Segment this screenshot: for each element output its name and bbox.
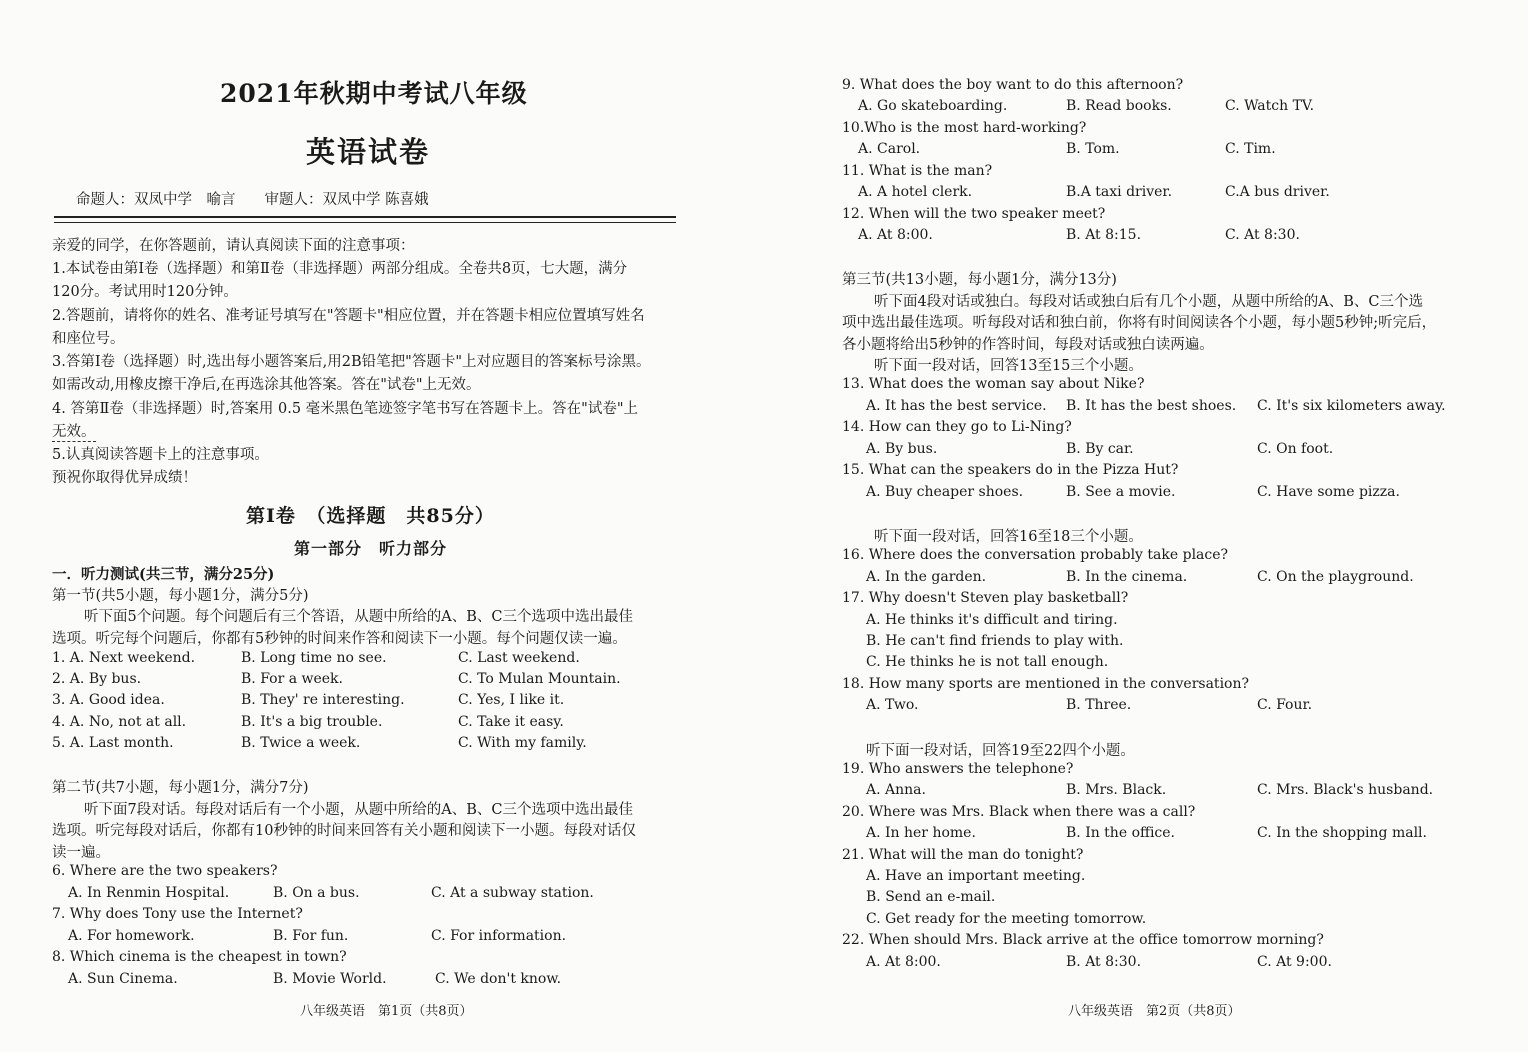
option-c: C. Mrs. Black's husband. [1257, 782, 1434, 798]
option-a: A. Anna. [866, 782, 926, 798]
option-a: A. In Renmin Hospital. [68, 885, 230, 901]
option-a: A. At 8:00. [866, 954, 941, 970]
question-text: 22. When should Mrs. Black arrive at the office tomorrow morning? [842, 932, 1324, 948]
option-a: A. For homework. [68, 928, 195, 944]
option-b: B. It's a big trouble. [241, 714, 383, 730]
question-item: 4. A. No, not at all. [52, 714, 187, 730]
option-c: C. Get ready for the meeting tomorrow. [866, 911, 1147, 927]
option-a: A. A hotel clerk. [858, 184, 973, 200]
option-b: B. He can't find friends to play with. [866, 633, 1124, 649]
section-heading: 一．听力测试(共三节，满分25分) [52, 566, 275, 583]
question-text: 16. Where does the conversation probably take place? [842, 547, 1229, 563]
group-instruction: 听下面一段对话，回答13至15三个小题。 [874, 358, 1143, 374]
question-text: 15. What can the speakers do in the Pizza Hut? [842, 462, 1179, 478]
option-a: A. Sun Cinema. [68, 971, 178, 987]
option-b: B. See a movie. [1066, 484, 1176, 500]
option-b: B. They' re interesting. [241, 692, 405, 708]
option-b: B. In the office. [1066, 825, 1175, 841]
instruction-text: 选项。听完每段对话后，你都有10秒钟的时间来回答有关小题和阅读下一小题。每段对话仅 [52, 823, 636, 839]
question-text: 9. What does the boy want to do this afternoon? [842, 77, 1184, 93]
volume-heading: 第Ⅰ卷 （选择题 共85分） [246, 505, 495, 527]
option-c: C. To Mulan Mountain. [458, 671, 621, 687]
option-c: C. Tim. [1225, 141, 1276, 157]
option-a: A. By bus. [866, 441, 938, 457]
notice-line: 2.答题前，请将你的姓名、准考证号填写在"答题卡"相应位置，并在答题卡相应位置填写姓名 [52, 308, 645, 324]
question-text: 14. How can they go to Li-Ning? [842, 419, 1072, 435]
question-text: 19. Who answers the telephone? [842, 761, 1074, 777]
option-a: A. In her home. [866, 825, 976, 841]
question-text: 17. Why doesn't Steven play basketball? [842, 590, 1129, 606]
page-footer: 八年级英语 第2页（共8页） [1068, 1004, 1241, 1019]
option-b: B. On a bus. [273, 885, 360, 901]
option-a: A. It has the best service. [866, 398, 1047, 414]
instruction-text: 项中选出最佳选项。听每段对话和独白前，你将有时间阅读各个小题，每小题5秒钟;听完后， [842, 315, 1437, 331]
notice-line: 和座位号。 [52, 331, 125, 347]
question-text: 11. What is the man? [842, 163, 993, 179]
option-a: A. Go skateboarding. [858, 98, 1008, 114]
option-c: C. We don't know. [435, 971, 562, 987]
question-text: 8. Which cinema is the cheapest in town? [52, 949, 347, 965]
option-c: C. On foot. [1257, 441, 1334, 457]
option-c: C. Last weekend. [458, 650, 580, 666]
question-item: 1. A. Next weekend. [52, 650, 196, 666]
question-text: 12. When will the two speaker meet? [842, 206, 1106, 222]
notice-line: 预祝你取得优异成绩！ [52, 470, 197, 486]
notice-line: 亲爱的同学，在你答题前，请认真阅读下面的注意事项： [52, 238, 415, 254]
option-a: A. At 8:00. [858, 227, 933, 243]
notice-line: 无效。 [52, 420, 96, 442]
option-b: B. Long time no see. [241, 650, 387, 666]
option-b: B. Read books. [1066, 98, 1172, 114]
header-rule-thin [54, 222, 676, 223]
notice-line: 1.本试卷由第Ⅰ卷（选择题）和第Ⅱ卷（非选择题）两部分组成。全卷共8页，七大题，满分 [52, 261, 628, 277]
option-b: B. It has the best shoes. [1066, 398, 1237, 414]
option-c: C. In the shopping mall. [1257, 825, 1427, 841]
option-a: A. Buy cheaper shoes. [866, 484, 1024, 500]
option-c: C. Four. [1257, 697, 1313, 713]
option-b: B. In the cinema. [1066, 569, 1188, 585]
option-c: C. At 9:00. [1257, 954, 1332, 970]
instruction-text: 听下面7段对话。每段对话后有一个小题，从题中所给的A、B、C三个选项中选出最佳 [84, 802, 633, 818]
header-rule-thick [54, 216, 676, 218]
group-instruction: 听下面一段对话，回答19至22四个小题。 [866, 743, 1135, 759]
option-c: C. He thinks he is not tall enough. [866, 654, 1109, 670]
option-a: A. Two. [866, 697, 919, 713]
option-a: A. In the garden. [866, 569, 987, 585]
option-a: A. Have an important meeting. [866, 868, 1086, 884]
instruction-text: 各小题将给出5秒钟的作答时间，每段对话或独白读两遍。 [842, 337, 1214, 353]
exam-title: 2021年秋期中考试八年级 [220, 79, 528, 108]
exam-subject: 英语试卷 [306, 135, 431, 169]
option-b: B. Tom. [1066, 141, 1120, 157]
option-b: B. Twice a week. [241, 735, 361, 751]
subsection-heading: 第一节(共5小题，每小题1分，满分5分) [52, 588, 309, 604]
option-b: B. For a week. [241, 671, 343, 687]
option-b: B. At 8:30. [1066, 954, 1142, 970]
option-c: C. At a subway station. [431, 885, 594, 901]
page-footer: 八年级英语 第1页（共8页） [300, 1004, 473, 1019]
option-b: B. By car. [1066, 441, 1134, 457]
question-text: 7. Why does Tony use the Internet? [52, 906, 303, 922]
notice-line: 3.答第Ⅰ卷（选择题）时,选出每小题答案后,用2B铅笔把"答题卡"上对应题目的答案标号涂黑。 [52, 354, 651, 370]
option-c: C. At 8:30. [1225, 227, 1300, 243]
subsection-heading: 第二节(共7小题，每小题1分，满分7分) [52, 780, 309, 796]
question-item: 3. A. Good idea. [52, 692, 165, 708]
option-c: C. Watch TV. [1225, 98, 1315, 114]
option-b: B. Send an e-mail. [866, 889, 996, 905]
option-c: C.A bus driver. [1225, 184, 1330, 200]
question-text: 21. What will the man do tonight? [842, 847, 1084, 863]
question-text: 20. Where was Mrs. Black when there was a call? [842, 804, 1196, 820]
option-a: A. He thinks it's difficult and tiring. [866, 612, 1118, 628]
notice-line: 5.认真阅读答题卡上的注意事项。 [52, 447, 269, 463]
notice-line: 120分。考试用时120分钟。 [52, 284, 238, 300]
exam-page-2 [764, 0, 1528, 1052]
option-b: B. Mrs. Black. [1066, 782, 1167, 798]
question-text: 6. Where are the two speakers? [52, 863, 278, 879]
question-text: 13. What does the woman say about Nike? [842, 376, 1145, 392]
option-c: C. Yes, I like it. [458, 692, 565, 708]
notice-line: 如需改动,用橡皮擦干净后,在再选涂其他答案。答在"试卷"上无效。 [52, 377, 481, 393]
instruction-text: 读一遍。 [52, 845, 110, 861]
option-b: B. At 8:15. [1066, 227, 1142, 243]
part-heading: 第一部分 听力部分 [294, 539, 448, 558]
question-item: 2. A. By bus. [52, 671, 142, 687]
option-c: C. It's six kilometers away. [1257, 398, 1446, 414]
option-c: C. Take it easy. [458, 714, 564, 730]
option-b: B. Movie World. [273, 971, 387, 987]
group-instruction: 听下面一段对话，回答16至18三个小题。 [874, 529, 1143, 545]
option-c: C. For information. [431, 928, 567, 944]
notice-line: 4. 答第Ⅱ卷（非选择题）时,答案用 0.5 毫米黑色笔迹签字笔书写在答题卡上。答在"试卷"上 [52, 401, 639, 417]
option-c: C. With my family. [458, 735, 587, 751]
question-text: 18. How many sports are mentioned in the conversation? [842, 676, 1249, 692]
instruction-text: 听下面5个问题。每个问题后有三个答语，从题中所给的A、B、C三个选项中选出最佳 [84, 609, 633, 625]
option-a: A. Carol. [858, 141, 921, 157]
option-b: B. Three. [1066, 697, 1132, 713]
option-b: B.A taxi driver. [1066, 184, 1173, 200]
instruction-text: 听下面4段对话或独白。每段对话或独白后有几个小题，从题中所给的A、B、C三个选 [874, 294, 1423, 310]
option-c: C. Have some pizza. [1257, 484, 1400, 500]
question-text: 10.Who is the most hard-working? [842, 120, 1087, 136]
question-item: 5. A. Last month. [52, 735, 174, 751]
option-c: C. On the playground. [1257, 569, 1414, 585]
exam-authors: 命题人：双凤中学 喻言 审题人：双凤中学 陈喜娥 [76, 192, 429, 208]
option-b: B. For fun. [273, 928, 349, 944]
subsection-heading: 第三节(共13小题，每小题1分，满分13分) [842, 272, 1117, 288]
instruction-text: 选项。听完每个问题后，你都有5秒钟的时间来作答和阅读下一小题。每个问题仅读一遍。 [52, 631, 627, 647]
